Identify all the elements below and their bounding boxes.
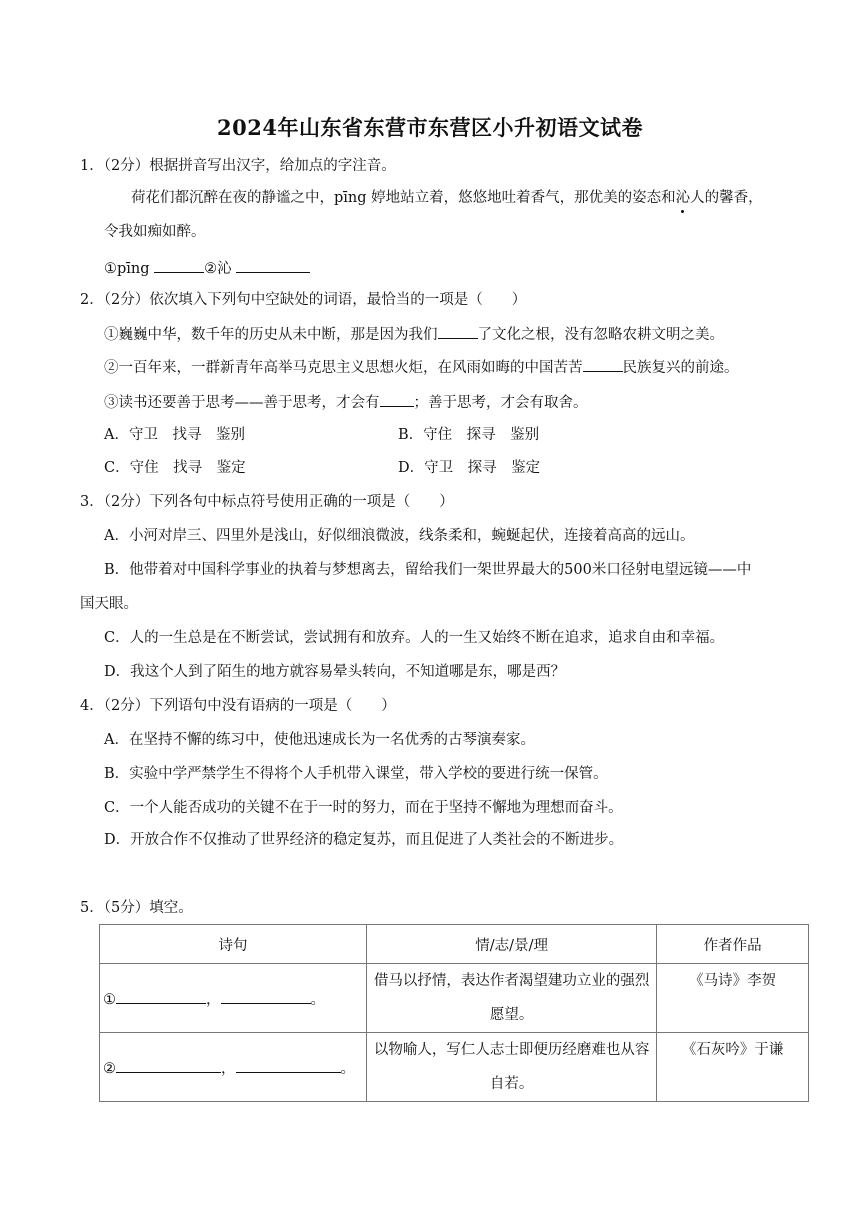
poem-end-mark: 。 — [340, 1060, 355, 1077]
question-2-sentence-1 — [104, 324, 724, 345]
question-3-option-c[interactable]: C．人的一生总是在不断尝试，尝试拥有和放弃。人的一生又始终不断在追求，追求自由和幸福。 — [104, 630, 725, 646]
passage-text-a: 荷花们都沉醉在夜的静谧之中，pīng 婷地站立着，悠悠地吐着香气，那优美的姿态和 — [131, 190, 676, 206]
meaning-cell: 借马以抒情，表达作者渴望建功立业的强烈愿望。 — [366, 964, 656, 1033]
sentence-3-a: ③读书还要善于思考——善于思考，才会有 — [104, 395, 380, 411]
sentence-1-b: 了文化之根，没有忽略农耕文明之美。 — [477, 327, 724, 343]
question-1-passage-line2: 令我如痴如醉。 — [104, 224, 206, 240]
poem-blank-2[interactable] — [236, 1058, 341, 1073]
question-2-stem: 2．（2分）依次填入下列句中空缺处的词语，最恰当的一项是（ ） — [80, 292, 527, 308]
author-cell: 《马诗》李贺 — [657, 964, 809, 1033]
poem-end-mark: 。 — [310, 991, 325, 1008]
question-3-stem: 3．（2分）下列各句中标点符号使用正确的一项是（ ） — [80, 494, 454, 510]
answer-1-blank[interactable] — [154, 258, 204, 273]
table-row — [100, 1033, 809, 1102]
sentence-1-blank[interactable] — [438, 324, 478, 339]
header-author: 作者作品 — [657, 925, 809, 964]
question-4-option-d[interactable]: D．开放合作不仅推动了世界经济的稳定复苏，而且促进了人类社会的不断进步。 — [104, 832, 624, 848]
question-3-option-b[interactable]: B．他带着对中国科学事业的执着与梦想离去，留给我们一架世界最大的500米口径射电望远镜——中 — [104, 562, 752, 578]
sentence-1-a: ①巍巍中华，数千年的历史从未中断，那是因为我们 — [104, 327, 438, 343]
question-4-option-a[interactable]: A．在坚持不懈的练习中，使他迅速成长为一名优秀的古琴演奏家。 — [104, 732, 535, 748]
poem-comma: ， — [206, 991, 221, 1008]
poem-cell — [100, 1033, 367, 1102]
sentence-3-b: ；善于思考，才会有取舍。 — [413, 395, 588, 411]
question-2-sentence-2 — [104, 357, 739, 378]
answer-1-label: ①pīng — [104, 261, 150, 277]
question-2-option-a[interactable]: A．守卫 找寻 鉴别 — [104, 427, 245, 443]
poem-blank-1[interactable] — [116, 1058, 221, 1073]
header-poem: 诗句 — [100, 925, 367, 964]
question-1-answers — [104, 258, 310, 279]
table-header-row — [100, 925, 809, 964]
table-row — [100, 964, 809, 1033]
question-1-passage-line1 — [131, 188, 763, 208]
question-4-stem: 4．（2分）下列语句中没有语病的一项是（ ） — [80, 698, 396, 714]
poem-blank-1[interactable] — [116, 989, 206, 1004]
sentence-2-b: 民族复兴的前途。 — [622, 360, 739, 376]
author-cell: 《石灰吟》于谦 — [657, 1033, 809, 1102]
question-4-option-b[interactable]: B．实验中学严禁学生不得将个人手机带入课堂，带入学校的要进行统一保管。 — [104, 766, 608, 782]
row-number: ① — [103, 991, 116, 1008]
answer-2-blank[interactable] — [236, 258, 310, 273]
question-1-stem: 1．（2分）根据拼音写出汉字，给加点的字注音。 — [80, 158, 396, 174]
question-2-sentence-3 — [104, 392, 588, 413]
dotted-char: 沁 — [675, 190, 691, 206]
question-3-option-d[interactable]: D．我这个人到了陌生的地方就容易晕头转向，不知道哪是东，哪是西？ — [104, 664, 566, 680]
question-2-option-c[interactable]: C．守住 找寻 鉴定 — [104, 460, 246, 476]
poem-cell — [100, 964, 367, 1033]
poem-table — [99, 924, 809, 1102]
question-2-option-d[interactable]: D．守卫 探寻 鉴定 — [398, 460, 541, 476]
page-title: 2024年山东省东营市东营区小升初语文试卷 — [217, 115, 643, 140]
sentence-3-blank[interactable] — [380, 392, 414, 407]
question-3-option-a[interactable]: A．小河对岸三、四里外是浅山，好似细浪微波，线条柔和，蜿蜒起伏，连接着高高的远山。 — [104, 528, 695, 544]
poem-blank-2[interactable] — [221, 989, 311, 1004]
sentence-2-blank[interactable] — [583, 357, 623, 372]
row-number: ② — [103, 1060, 116, 1077]
question-4-option-c[interactable]: C．一个人能否成功的关键不在于一时的努力，而在于坚持不懈地为理想而奋斗。 — [104, 800, 623, 816]
question-3-option-b-cont: 国天眼。 — [80, 596, 138, 612]
question-5-stem: 5．（5分）填空。 — [80, 900, 193, 916]
header-meaning: 情/志/景/理 — [366, 925, 656, 964]
answer-2-label: ②沁 — [204, 261, 232, 277]
passage-text-b: 人的馨香， — [690, 190, 763, 206]
sentence-2-a: ②一百年来，一群新青年高举马克思主义思想火炬，在风雨如晦的中国苦苦 — [104, 360, 583, 376]
meaning-cell: 以物喻人，写仁人志士即便历经磨难也从容自若。 — [366, 1033, 656, 1102]
poem-comma: ， — [221, 1060, 236, 1077]
question-2-option-b[interactable]: B．守住 探寻 鉴别 — [398, 427, 540, 443]
